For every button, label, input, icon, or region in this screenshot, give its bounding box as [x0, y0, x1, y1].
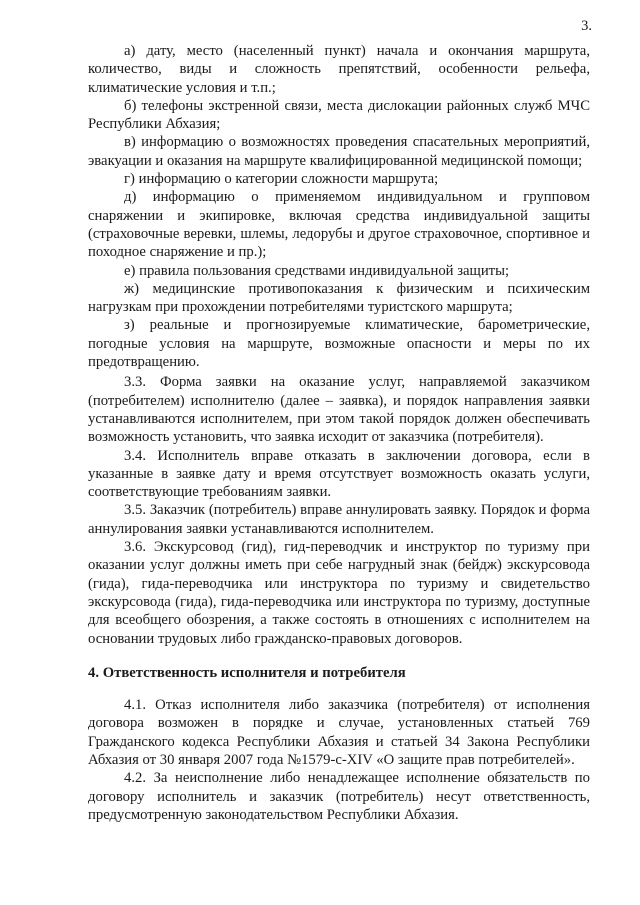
- list-item-z: з) реальные и прогнозируемые климатические, барометрические, погодные условия на маршруте, возможные опасности и меры по их предотвращению.: [88, 317, 590, 371]
- list-item-a: а) дату, место (населенный пункт) начала и окончания маршрута, количество, виды и сложность препятствий, особенности рельефа, климатические условия и т.п.;: [88, 43, 590, 96]
- list-item-g: г) информацию о категории сложности маршрута;: [124, 171, 439, 188]
- document-body: [88, 42, 590, 824]
- list-item-b: б) телефоны экстренной связи, места дислокации районных служб МЧС Республики Абхазия;: [88, 97, 590, 133]
- section-heading: 4. Ответственность исполнителя и потребителя: [88, 664, 406, 681]
- clause-3-4: 3.4. Исполнитель вправе отказать в заключении договора, если в указанные в заявке дату и время отсутствует возможность оказать услуги, соответствующие требованиям заявки.: [88, 447, 590, 501]
- clause-3-6: 3.6. Экскурсовод (гид), гид-переводчик и инструктор по туризму при оказании услуг должны иметь при себе нагрудный знак (бейдж) экскурсовода (гида), гида-переводчика или инструктора по туризму и свидетельство экскурсовода (гида), гида-переводчика или инструктора по туризму, доступные для всеобщего обозрения, а также состоять в отношениях с исполнителем на основании трудовых либо гражданско-правовых договоров.: [88, 539, 590, 647]
- clause-4-2: 4.2. За неисполнение либо ненадлежащее исполнение обязательств по договору исполнитель и заказчик (потребитель) несут ответственность, предусмотренную законодательством Республики Абхазия.: [88, 770, 590, 823]
- clause-4-1: 4.1. Отказ исполнителя либо заказчика (потребителя) от исполнения договора возможен в порядке и случае, установленных статьей 769 Гражданского кодекса Республики Абхазия и статьей 34 Закона Республики Абхазия от 30 января 2007 года №1579-с-XIV «О защите прав потребителей».: [88, 697, 590, 768]
- list-item-e: е) правила пользования средствами индивидуальной защиты;: [124, 262, 510, 279]
- list-item-zh: ж) медицинские противопоказания к физическим и психическим нагрузкам при прохождении потребителями туристского маршрута;: [88, 280, 590, 316]
- page-number: 3.: [581, 18, 592, 34]
- clause-3-3: 3.3. Форма заявки на оказание услуг, направляемой заказчиком (потребителем) исполнителю (далее – заявка), и порядок направления заявки устанавливаются исполнителем, при этом такой порядок должен обеспечивать возможность установить, что заявка исходит от заказчика (потребителя).: [88, 374, 590, 446]
- list-item-v: в) информацию о возможностях проведения спасательных мероприятий, эвакуации и оказания на маршруте квалифицированной медицинской помощи;: [88, 134, 590, 169]
- clause-3-5: 3.5. Заказчик (потребитель) вправе аннулировать заявку. Порядок и форма аннулирования заявки устанавливаются исполнителем.: [88, 502, 590, 537]
- list-item-d: д) информацию о применяемом индивидуальном и групповом снаряжении и экипировке, включая средства индивидуальной защиты (страховочные веревки, шлемы, ледорубы и другое страховочное, спортивное и походное снаряжение и пр.);: [88, 189, 590, 261]
